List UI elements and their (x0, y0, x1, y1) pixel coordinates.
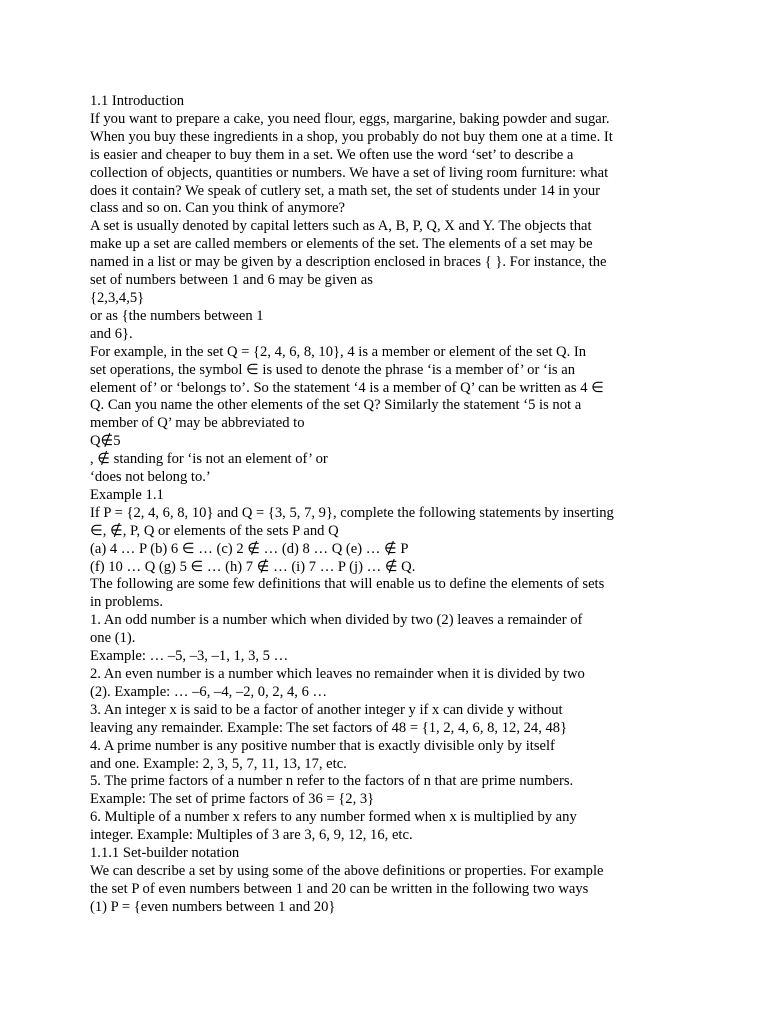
set-notation-line: {2,3,4,5} (90, 289, 145, 306)
paragraph-line: and 6}. (90, 325, 133, 342)
definition-line: 6. Multiple of a number x refers to any number formed when x is multiplied by any (90, 809, 577, 826)
paragraph-line: the set P of even numbers between 1 and 20 can be written in the following two ways (90, 880, 589, 897)
definition-line: one (1). (90, 630, 136, 647)
paragraph-line: For example, in the set Q = {2, 4, 6, 8, 10}, 4 is a member or element of the set Q. In (90, 343, 587, 360)
paragraph-line: Q. Can you name the other elements of the set Q? Similarly the statement ‘5 is not a (90, 397, 582, 414)
definition-line: integer. Example: Multiples of 3 are 3, 6, 9, 12, 16, etc. (90, 827, 413, 844)
paragraph-line: member of Q’ may be abbreviated to (90, 415, 305, 432)
definition-line: (2). Example: … –6, –4, –2, 0, 2, 4, 6 … (90, 683, 328, 700)
paragraph-line: A set is usually denoted by capital letters such as A, B, P, Q, X and Y. The objects that (90, 218, 592, 235)
paragraph-line: does it contain? We speak of cutlery set, a math set, the set of students under 14 in your (90, 182, 601, 199)
definition-line: leaving any remainder. Example: The set factors of 48 = {1, 2, 4, 6, 8, 12, 24, 48} (90, 719, 568, 736)
paragraph-line: is easier and cheaper to buy them in a set. We often use the word ‘set’ to describe a (90, 146, 574, 163)
paragraph-line: or as {the numbers between 1 (90, 307, 264, 324)
paragraph-line: We can describe a set by using some of the above definitions or properties. For example (90, 862, 604, 879)
paragraph-line: set operations, the symbol ∈ is used to denote the phrase ‘is a member of’ or ‘is an (90, 361, 575, 378)
paragraph-line: (1) P = {even numbers between 1 and 20} (90, 898, 336, 915)
definition-line: 2. An even number is a number which leaves no remainder when it is divided by two (90, 666, 585, 682)
paragraph-line: ∈, ∉, P, Q or elements of the sets P and Q (90, 522, 339, 539)
paragraph-line: named in a list or may be given by a description enclosed in braces { }. For instance, the (90, 254, 607, 271)
paragraph-line: When you buy these ingredients in a shop, you probably do not buy them one at a time. It (90, 128, 613, 145)
definition-line: 3. An integer x is said to be a factor of another integer y if x can divide y without (90, 701, 563, 718)
paragraph-line: , ∉ standing for ‘is not an element of’ or (90, 451, 328, 468)
paragraph-line: make up a set are called members or elements of the set. The elements of a set may be (90, 236, 593, 253)
document-page (90, 93, 650, 917)
exercise-line: (f) 10 … Q (g) 5 ∈ … (h) 7 ∉ … (i) 7 … P (j) … ∉ Q. (90, 558, 416, 575)
example-heading: Example 1.1 (90, 486, 164, 503)
definition-line: Example: … –5, –3, –1, 1, 3, 5 … (90, 648, 289, 665)
paragraph-line: collection of objects, quantities or numbers. We have a set of living room furniture: what (90, 164, 609, 181)
paragraph-line: element of’ or ‘belongs to’. So the statement ‘4 is a member of Q’ can be written as 4 ∈ (90, 379, 604, 396)
paragraph-line: If you want to prepare a cake, you need flour, eggs, margarine, baking powder and sugar. (90, 110, 610, 127)
paragraph-line: The following are some few definitions that will enable us to define the elements of sets (90, 576, 605, 593)
definition-line: and one. Example: 2, 3, 5, 7, 11, 13, 17, etc. (90, 755, 347, 772)
section-heading: 1.1 Introduction (90, 93, 185, 109)
definition-line: 1. An odd number is a number which when divided by two (2) leaves a remainder of (90, 612, 583, 629)
definition-line: Example: The set of prime factors of 36 = {2, 3} (90, 791, 375, 808)
paragraph-line: set of numbers between 1 and 6 may be given as (90, 272, 373, 289)
paragraph-line: in problems. (90, 594, 163, 611)
paragraph-line: If P = {2, 4, 6, 8, 10} and Q = {3, 5, 7, 9}, complete the following statements by inserting (90, 504, 614, 521)
exercise-line: (a) 4 … P (b) 6 ∈ … (c) 2 ∉ … (d) 8 … Q (e) … ∉ P (90, 540, 409, 557)
set-notation-line: Q∉5 (90, 433, 121, 450)
paragraph-line: ‘does not belong to.’ (90, 469, 211, 486)
definition-line: 4. A prime number is any positive number that is exactly divisible only by itself (90, 737, 555, 754)
paragraph-line: class and so on. Can you think of anymore? (90, 200, 345, 217)
definition-line: 5. The prime factors of a number n refer to the factors of n that are prime numbers. (90, 773, 574, 790)
subsection-heading: 1.1.1 Set-builder notation (90, 845, 240, 862)
